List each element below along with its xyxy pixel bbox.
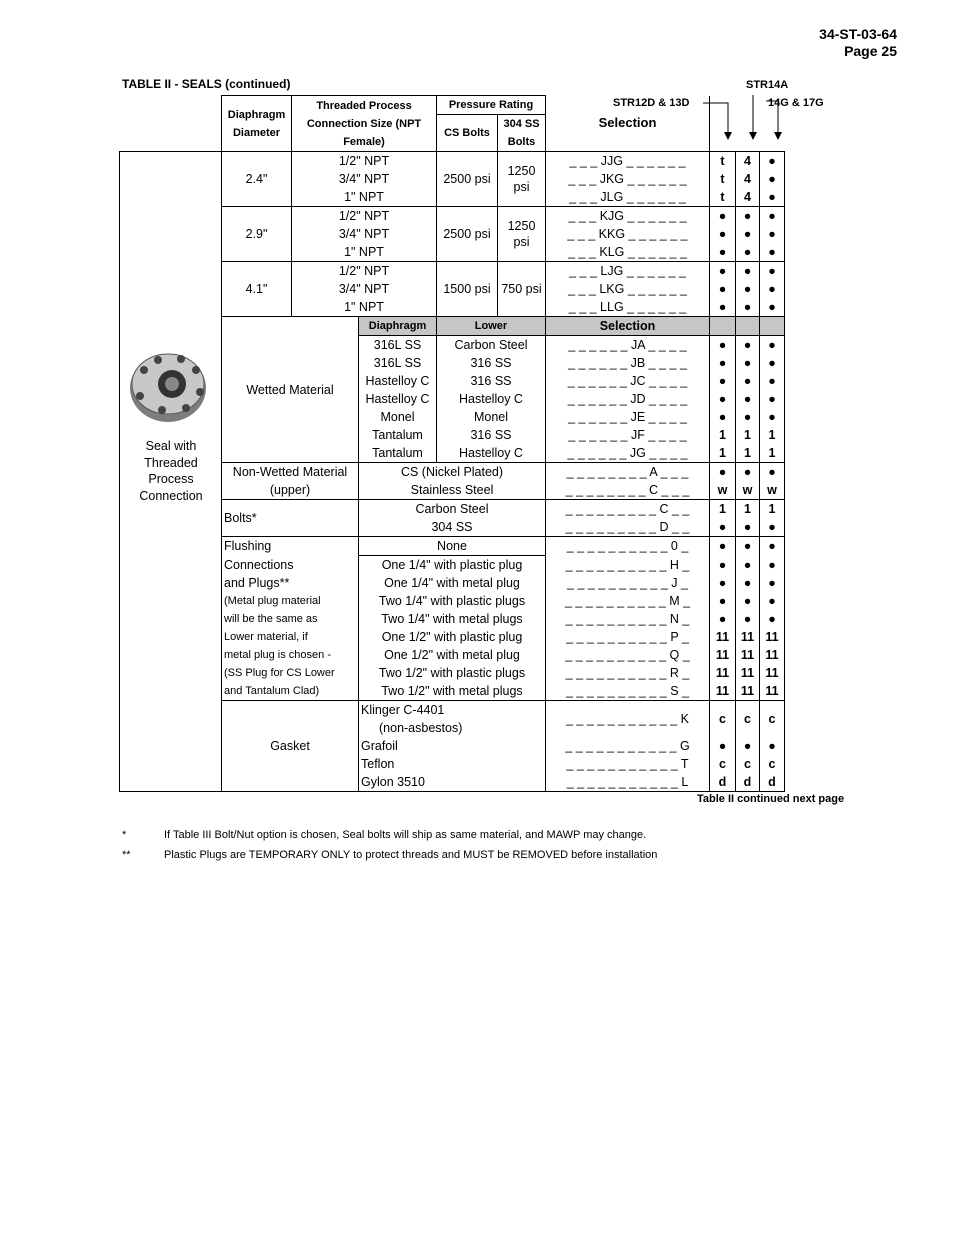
subheader-selection: Selection [546,317,710,336]
subheader-lower: Lower [437,317,546,336]
wetted-diaphragm: 316L SS [359,336,437,355]
mark-g14: ● [760,390,785,408]
npt-size: 1" NPT [292,188,437,207]
page-number: Page 25 [844,43,897,59]
subheader-mark-cell [710,317,736,336]
mark-g14: ● [760,243,785,262]
wetted-lower: Carbon Steel [437,336,546,355]
wetted-diaphragm: Hastelloy C [359,390,437,408]
selection-code: _ _ _ _ _ _ _ _ _ _ N _ [546,610,710,628]
selection-code: _ _ _ _ _ _ _ _ _ _ Q _ [546,646,710,664]
mark-str14a: c [736,701,760,738]
selection-code: _ _ _ _ _ _ _ _ _ D _ _ [546,518,710,537]
mark-str12d: w [710,481,736,500]
mark-str14a: ● [736,207,760,226]
mark-g14: ● [760,280,785,298]
selection-code: _ _ _ _ _ _ JD _ _ _ _ [546,390,710,408]
header-pressure-rating: Pressure Rating [437,96,546,115]
flushing-value: None [359,537,546,556]
mark-str14a: 11 [736,682,760,701]
selection-code: _ _ _ _ _ _ _ _ A _ _ _ [546,463,710,482]
cs-bolts-rating: 2500 psi [437,152,498,207]
selection-code: _ _ _ KKG _ _ _ _ _ _ [546,225,710,243]
non-wetted-value: Stainless Steel [359,481,546,500]
selection-code: _ _ _ _ _ _ _ _ _ _ H _ [546,556,710,575]
mark-g14: ● [760,537,785,556]
selection-code: _ _ _ LLG _ _ _ _ _ _ [546,298,710,317]
wetted-lower: 316 SS [437,372,546,390]
flushing-value: Two 1/2" with metal plugs [359,682,546,701]
mark-str12d: 1 [710,500,736,519]
flushing-label-line: and Tantalum Clad) [222,682,359,701]
ss-bolts-rating: 1250 psi [498,152,546,207]
mark-str12d: 1 [710,426,736,444]
selection-code: _ _ _ LJG _ _ _ _ _ _ [546,262,710,281]
mark-str12d: ● [710,408,736,426]
wetted-lower: Hastelloy C [437,390,546,408]
subheader-mark-cell [760,317,785,336]
flushing-label-line: Lower material, if [222,628,359,646]
wetted-lower: Hastelloy C [437,444,546,463]
wetted-diaphragm: Hastelloy C [359,372,437,390]
mark-g14: 11 [760,646,785,664]
header-diaphragm-diameter: Diaphragm Diameter [222,96,292,152]
selection-code: _ _ _ _ _ _ JF _ _ _ _ [546,426,710,444]
footnote-text-2: Plastic Plugs are TEMPORARY ONLY to protect threads and MUST be REMOVED before installation [164,849,658,861]
mark-str12d: t [710,170,736,188]
npt-size: 1" NPT [292,243,437,262]
mark-g14: c [760,701,785,738]
gasket-value: (non-asbestos) [359,719,546,737]
mark-g14: ● [760,556,785,575]
selection-code: _ _ _ JJG _ _ _ _ _ _ [546,152,710,171]
mark-str12d: ● [710,592,736,610]
npt-size: 3/4" NPT [292,280,437,298]
wetted-lower: 316 SS [437,354,546,372]
gasket-value: Klinger C-4401 [359,701,546,720]
mark-str14a: 1 [736,444,760,463]
mark-str12d: t [710,152,736,171]
mark-str14a: ● [736,262,760,281]
selection-code: _ _ _ _ _ _ _ _ _ _ _ K [546,701,710,738]
mark-str12d: ● [710,737,736,755]
subheader-mark-cell [736,317,760,336]
selection-code: _ _ _ JKG _ _ _ _ _ _ [546,170,710,188]
diaphragm-diameter: 2.4" [222,152,292,207]
mark-g14: ● [760,298,785,317]
wetted-diaphragm: Monel [359,408,437,426]
selection-code: _ _ _ _ _ _ JA _ _ _ _ [546,336,710,355]
mark-str14a: ● [736,408,760,426]
mark-g14: d [760,773,785,792]
cs-bolts-rating: 2500 psi [437,207,498,262]
label-str12d: STR12D & 13D [613,97,690,109]
selection-code: _ _ _ JLG _ _ _ _ _ _ [546,188,710,207]
gasket-value: Gylon 3510 [359,773,546,792]
mark-str14a: w [736,481,760,500]
wetted-diaphragm: Tantalum [359,426,437,444]
footnote-mark-1: * [122,829,127,841]
wetted-lower: 316 SS [437,426,546,444]
mark-str14a: ● [736,518,760,537]
header-cs-bolts: CS Bolts [437,115,498,152]
mark-str14a: ● [736,592,760,610]
selection-code: _ _ _ _ _ _ _ _ _ _ _ T [546,755,710,773]
mark-str14a: ● [736,463,760,482]
gasket-label: Gasket [222,701,359,792]
flushing-value: One 1/4" with plastic plug [359,556,546,575]
mark-str12d: ● [710,262,736,281]
npt-size: 1" NPT [292,298,437,317]
page-header [819,26,897,60]
bolts-value: Carbon Steel [359,500,546,519]
header-mark-spacer [736,96,760,152]
mark-g14: 11 [760,628,785,646]
mark-str14a: ● [736,243,760,262]
mark-str14a: ● [736,225,760,243]
mark-str14a: 1 [736,500,760,519]
table-row [120,96,785,115]
mark-str12d: ● [710,574,736,592]
mark-str12d: ● [710,556,736,575]
mark-str12d: ● [710,372,736,390]
selection-code: _ _ _ _ _ _ _ _ _ _ P _ [546,628,710,646]
table-row [120,152,785,171]
selection-code: _ _ _ _ _ _ _ _ _ _ J _ [546,574,710,592]
selection-code: _ _ _ _ _ _ _ _ _ _ R _ [546,664,710,682]
footnote-text-1: If Table III Bolt/Nut option is chosen, Seal bolts will ship as same material, and MAWP may change. [164,829,647,841]
mark-str12d: 1 [710,444,736,463]
seal-flange-icon [126,350,210,430]
bolts-value: 304 SS [359,518,546,537]
npt-size: 1/2" NPT [292,207,437,226]
ss-bolts-rating: 750 psi [498,262,546,317]
flushing-value: One 1/4" with metal plug [359,574,546,592]
mark-str14a: 11 [736,646,760,664]
mark-g14: 11 [760,682,785,701]
label-14g: 14G & 17G [768,97,824,109]
mark-str12d: ● [710,298,736,317]
footnote-mark-2: ** [122,849,131,861]
mark-str14a: ● [736,737,760,755]
mark-str12d: ● [710,390,736,408]
diaphragm-diameter: 4.1" [222,262,292,317]
mark-g14: ● [760,518,785,537]
selection-code: _ _ _ _ _ _ JE _ _ _ _ [546,408,710,426]
header-mark-spacer [710,96,736,152]
header-spacer [120,96,222,152]
mark-str12d: ● [710,610,736,628]
mark-str14a: ● [736,354,760,372]
mark-str12d: ● [710,518,736,537]
mark-str14a: ● [736,556,760,575]
mark-str12d: ● [710,207,736,226]
mark-str14a: ● [736,574,760,592]
selection-code: _ _ _ _ _ _ JG _ _ _ _ [546,444,710,463]
mark-g14: ● [760,262,785,281]
mark-str12d: ● [710,225,736,243]
npt-size: 3/4" NPT [292,225,437,243]
mark-g14: ● [760,372,785,390]
seal-image-cell [120,152,222,792]
gasket-value: Grafoil [359,737,546,755]
wetted-diaphragm: 316L SS [359,354,437,372]
mark-str12d: ● [710,354,736,372]
selection-code: _ _ _ LKG _ _ _ _ _ _ [546,280,710,298]
mark-g14: ● [760,463,785,482]
mark-g14: ● [760,408,785,426]
header-threaded-connection: Threaded Process Connection Size (NPT Female) [292,96,437,152]
mark-str14a: ● [736,280,760,298]
selection-code: _ _ _ _ _ _ _ _ C _ _ _ [546,481,710,500]
seal-label: Seal with Threaded Process Connection [139,439,203,503]
mark-str12d: ● [710,243,736,262]
wetted-material-label: Wetted Material [222,317,359,463]
table-title: TABLE II - SEALS (continued) [122,77,291,91]
flushing-label-line: Connections [222,556,359,575]
mark-str12d: 11 [710,682,736,701]
selection-code: _ _ _ _ _ _ _ _ _ C _ _ [546,500,710,519]
mark-str14a: ● [736,390,760,408]
doc-number: 34-ST-03-64 [819,26,897,42]
mark-str14a: 11 [736,664,760,682]
ss-bolts-rating: 1250 psi [498,207,546,262]
mark-g14: ● [760,225,785,243]
continued-note: Table II continued next page [697,793,845,805]
mark-g14: ● [760,574,785,592]
selection-code: _ _ _ _ _ _ _ _ _ _ S _ [546,682,710,701]
selection-code: _ _ _ KLG _ _ _ _ _ _ [546,243,710,262]
mark-g14: ● [760,737,785,755]
mark-g14: 1 [760,444,785,463]
selection-code: _ _ _ _ _ _ JB _ _ _ _ [546,354,710,372]
flushing-label-line: and Plugs** [222,574,359,592]
flushing-value: One 1/2" with metal plug [359,646,546,664]
mark-str14a: 4 [736,152,760,171]
mark-str12d: d [710,773,736,792]
mark-g14: ● [760,592,785,610]
flushing-label-line: Flushing [222,537,359,556]
header-selection: Selection [546,96,710,152]
cs-bolts-rating: 1500 psi [437,262,498,317]
flushing-value: Two 1/4" with metal plugs [359,610,546,628]
mark-g14: ● [760,152,785,171]
mark-str12d: 11 [710,646,736,664]
mark-g14: c [760,755,785,773]
mark-str12d: ● [710,537,736,556]
flushing-value: Two 1/2" with plastic plugs [359,664,546,682]
npt-size: 1/2" NPT [292,152,437,171]
mark-g14: ● [760,207,785,226]
non-wetted-label: Non-Wetted Material (upper) [222,463,359,500]
mark-str14a: 11 [736,628,760,646]
mark-str12d: ● [710,336,736,355]
label-str14a: STR14A [746,79,789,91]
mark-str12d: c [710,701,736,738]
mark-str14a: 4 [736,170,760,188]
flushing-value: One 1/2" with plastic plug [359,628,546,646]
mark-str12d: 11 [710,664,736,682]
mark-g14: ● [760,354,785,372]
mark-str14a: ● [736,336,760,355]
mark-g14: 1 [760,500,785,519]
mark-str14a: ● [736,298,760,317]
selection-code: _ _ _ _ _ _ _ _ _ _ _ L [546,773,710,792]
selection-code: _ _ _ KJG _ _ _ _ _ _ [546,207,710,226]
mark-g14: 1 [760,426,785,444]
wetted-lower: Monel [437,408,546,426]
wetted-diaphragm: Tantalum [359,444,437,463]
selection-code: _ _ _ _ _ _ JC _ _ _ _ [546,372,710,390]
mark-g14: 11 [760,664,785,682]
bolts-label: Bolts* [222,500,359,537]
seals-table [119,95,785,792]
npt-size: 1/2" NPT [292,262,437,281]
mark-str14a: 4 [736,188,760,207]
mark-str12d: t [710,188,736,207]
subheader-diaphragm: Diaphragm [359,317,437,336]
flushing-label-line: (SS Plug for CS Lower [222,664,359,682]
mark-str14a: ● [736,537,760,556]
selection-code: _ _ _ _ _ _ _ _ _ _ 0 _ [546,537,710,556]
mark-g14: ● [760,188,785,207]
header-ss-bolts: 304 SS Bolts [498,115,546,152]
mark-str14a: ● [736,610,760,628]
mark-g14: ● [760,336,785,355]
mark-g14: w [760,481,785,500]
selection-code: _ _ _ _ _ _ _ _ _ _ M _ [546,592,710,610]
npt-size: 3/4" NPT [292,170,437,188]
diaphragm-diameter: 2.9" [222,207,292,262]
mark-g14: ● [760,170,785,188]
flushing-label-line: (Metal plug material [222,592,359,610]
flushing-label-line: metal plug is chosen - [222,646,359,664]
gasket-value: Teflon [359,755,546,773]
mark-str12d: c [710,755,736,773]
mark-str12d: ● [710,280,736,298]
mark-str12d: ● [710,463,736,482]
mark-g14: ● [760,610,785,628]
mark-str14a: 1 [736,426,760,444]
mark-str14a: c [736,755,760,773]
flushing-label-line: will be the same as [222,610,359,628]
selection-code: _ _ _ _ _ _ _ _ _ _ _ G [546,737,710,755]
header-mark-spacer [760,96,785,152]
non-wetted-value: CS (Nickel Plated) [359,463,546,482]
flushing-value: Two 1/4" with plastic plugs [359,592,546,610]
mark-str14a: ● [736,372,760,390]
mark-str12d: 11 [710,628,736,646]
mark-str14a: d [736,773,760,792]
